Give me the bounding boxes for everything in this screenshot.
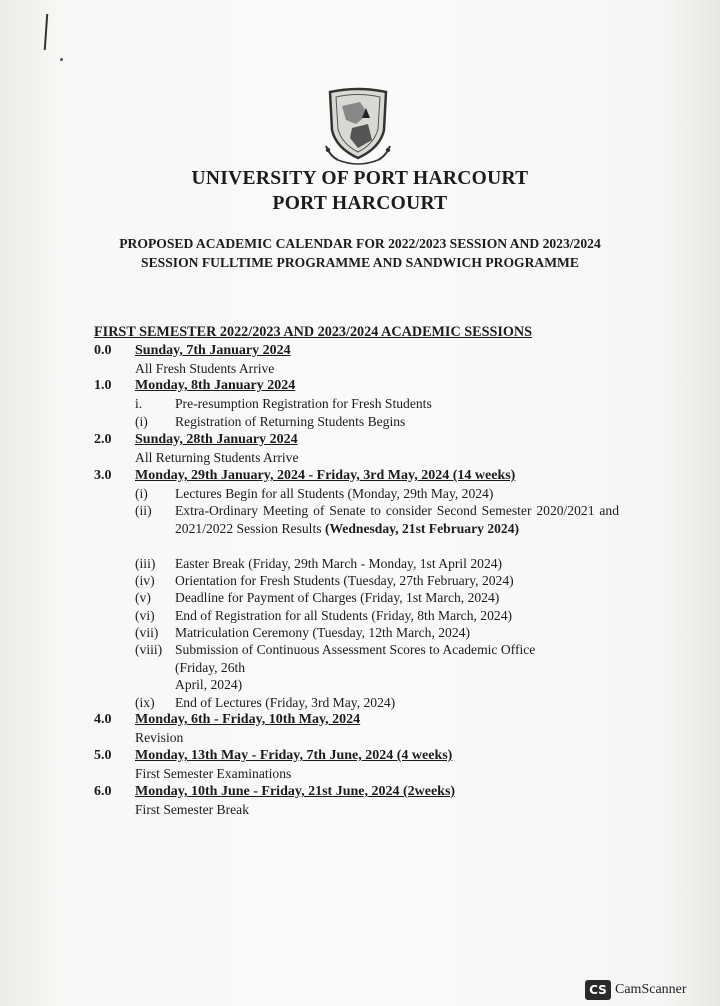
item-text: Lectures Begin for all Students (Monday, 29th May, 2024) [175,486,494,501]
university-crest-icon [316,84,400,168]
item-text: Pre-resumption Registration for Fresh Students [175,396,432,411]
entry-number: 3.0 [94,468,112,483]
item-text [175,502,619,537]
item-marker: (viii) [135,642,163,657]
entry-description: All Fresh Students Arrive [135,361,275,376]
calendar-subtitle: PROPOSED ACADEMIC CALENDAR FOR 2022/2023 SESSION AND 2023/2024 SESSION FULLTIME PROGRAMME AND SANDWICH PROGRAMME [119,236,601,270]
entry-date: Monday, 10th June - Friday, 21st June, 2024 (2weeks) [135,784,456,799]
entry-description: First Semester Break [135,802,250,817]
entry-date: Sunday, 7th January 2024 [135,343,291,358]
university-city: PORT HARCOURT [272,193,448,214]
camscanner-watermark [585,980,687,1000]
entry-date: Monday, 29th January, 2024 - Friday, 3rd May, 2024 (14 weeks) [135,468,516,483]
item-marker: (ix) [135,695,155,710]
item-text-continued: April, 2024) [175,677,243,692]
item-text-main: Extra-Ordinary Meeting of Senate to consider Second Semester 2020/2021 and 2021/2022 Session Results [175,503,619,536]
item-text: End of Registration for all Students (Friday, 8th March, 2024) [175,608,513,623]
item-marker: (ii) [135,503,152,518]
item-text: Easter Break (Friday, 29th March - Monday, 1st April 2024) [175,556,503,571]
item-text: Submission of Continuous Assessment Scores to Academic Office [175,642,536,657]
item-marker: (iv) [135,573,155,588]
camscanner-logo-icon: CS [585,980,611,1000]
entry-date: Monday, 13th May - Friday, 7th June, 2024 (4 weeks) [135,748,453,763]
entry-date: Monday, 6th - Friday, 10th May, 2024 [135,712,361,727]
item-marker: i. [135,396,143,411]
item-text-bold: (Wednesday, 21st February 2024) [324,520,520,536]
item-marker: (vi) [135,608,155,623]
entry-description: Revision [135,730,184,745]
item-text: Orientation for Fresh Students (Tuesday, 27th February, 2024) [175,573,514,588]
item-text: Deadline for Payment of Charges (Friday, 1st March, 2024) [175,590,500,605]
pen-mark [44,14,49,50]
item-text-continued: (Friday, 26th [175,660,246,675]
item-text: End of Lectures (Friday, 3rd May, 2024) [175,695,396,710]
entry-number: 2.0 [94,432,112,447]
item-marker: (vii) [135,625,159,640]
entry-description: All Returning Students Arrive [135,450,299,465]
entry-date: Monday, 8th January 2024 [135,378,296,393]
entry-number: 5.0 [94,748,112,763]
item-marker: (iii) [135,556,156,571]
university-name: UNIVERSITY OF PORT HARCOURT [191,168,529,189]
item-text: Matriculation Ceremony (Tuesday, 12th March, 2024) [175,625,470,640]
entry-description: First Semester Examinations [135,766,292,781]
entry-number: 0.0 [94,343,112,358]
entry-number: 6.0 [94,784,112,799]
pen-dot [60,58,63,61]
semester-heading: FIRST SEMESTER 2022/2023 AND 2023/2024 ACADEMIC SESSIONS [94,324,533,340]
item-marker: (i) [135,486,148,501]
entry-number: 4.0 [94,712,112,727]
item-marker: (i) [135,414,148,429]
camscanner-label: CamScanner [615,982,687,997]
item-text: Registration of Returning Students Begins [175,414,406,429]
entry-date: Sunday, 28th January 2024 [135,432,298,447]
item-marker: (v) [135,590,151,605]
entry-number: 1.0 [94,378,112,393]
